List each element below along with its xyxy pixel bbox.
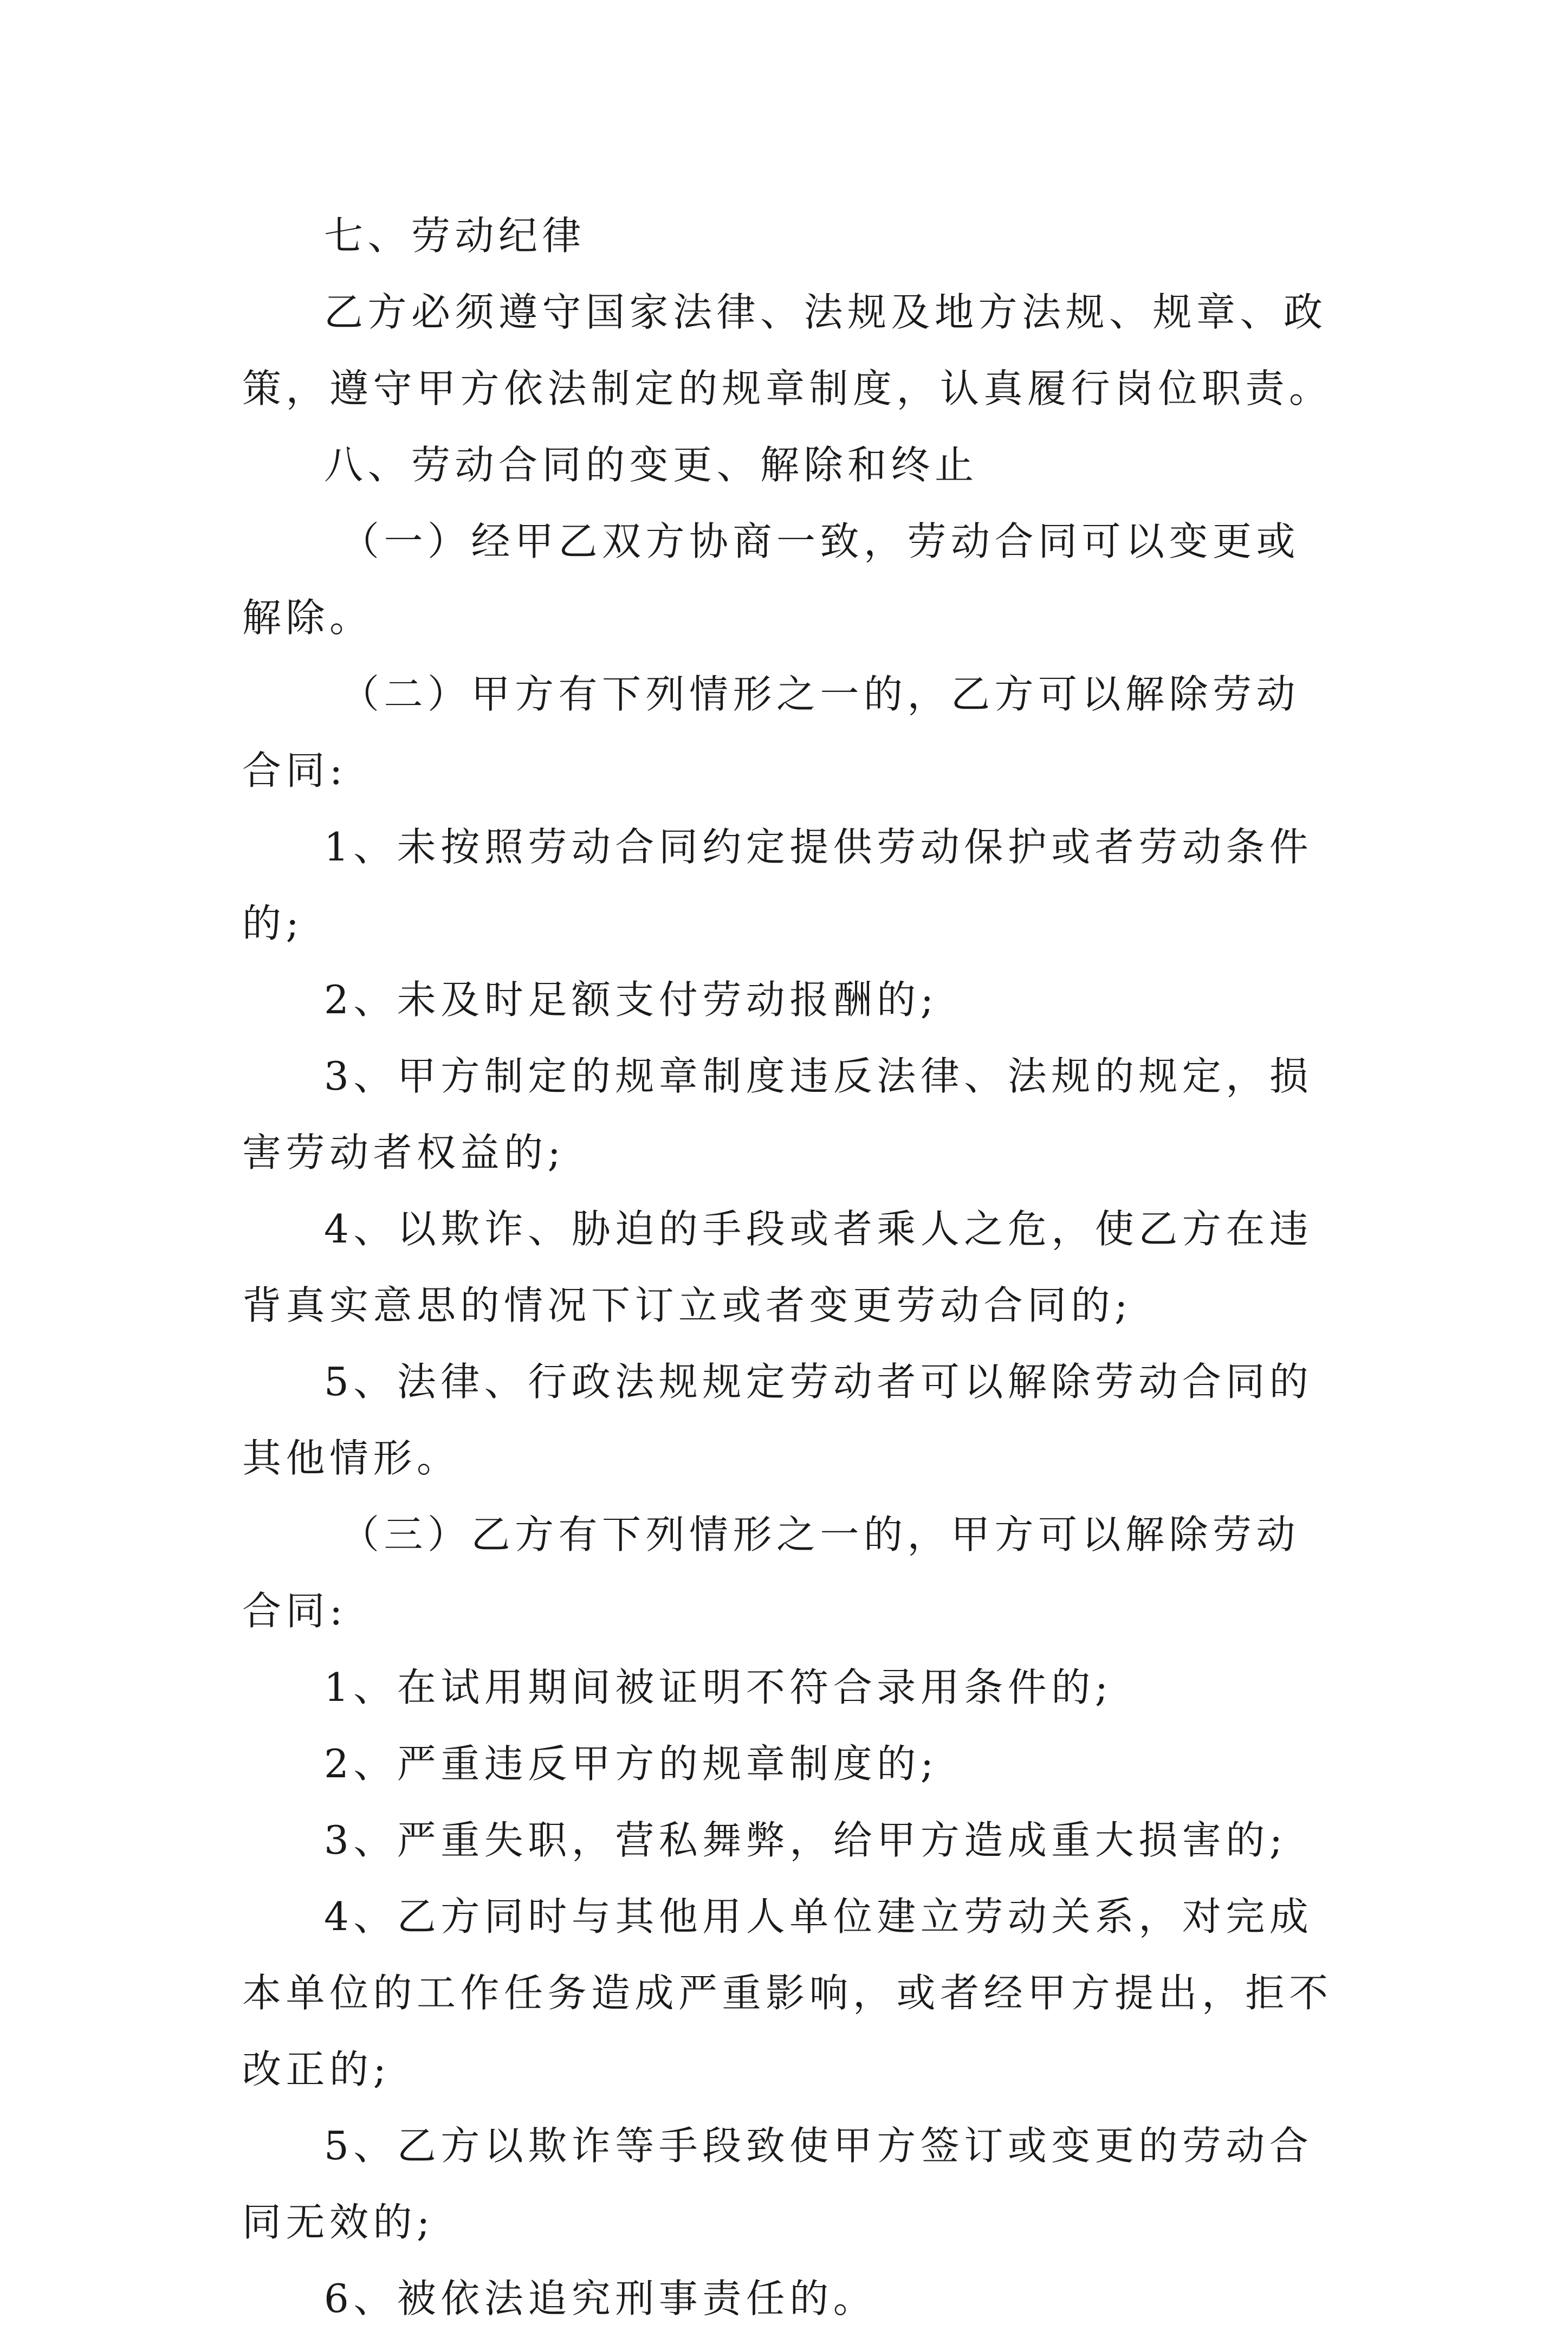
clause-1-mutual-agreement: （一）经甲乙双方协商一致，劳动合同可以变更或解除。 [242, 519, 1300, 640]
list-item: 5、乙方以欺诈等手段致使甲方签订或变更的劳动合同无效的; [242, 2123, 1313, 2245]
list-item: 4、以欺诈、胁迫的手段或者乘人之危，使乙方在违背真实意思的情况下订立或者变更劳动合同的; [242, 1206, 1313, 1328]
list-item: 1、在试用期间被证明不符合录用条件的; [324, 1665, 1113, 1710]
paragraph-discipline-text: 乙方必须遵守国家法律、法规及地方法规、规章、政策，遵守甲方依法制定的规章制度，认真履行岗位职责。 [242, 289, 1333, 411]
list-item: 3、严重失职，营私舞弊，给甲方造成重大损害的; [324, 1817, 1287, 1863]
list-item: 4、乙方同时与其他用人单位建立劳动关系，对完成本单位的工作任务造成严重影响，或者经甲方提出，拒不改正的; [242, 1894, 1333, 2092]
section-heading-labor-discipline: 七、劳动纪律 [324, 213, 586, 258]
section-heading-contract-change: 八、劳动合同的变更、解除和终止 [324, 442, 979, 488]
document-body [242, 198, 1339, 2337]
list-item: 2、未及时足额支付劳动报酬的; [324, 977, 938, 1022]
list-item: 1、未按照劳动合同约定提供劳动保护或者劳动条件的; [242, 824, 1313, 946]
clause-2-party-a-conditions: （二）甲方有下列情形之一的，乙方可以解除劳动合同: [242, 671, 1300, 793]
list-item: 5、法律、行政法规规定劳动者可以解除劳动合同的其他情形。 [242, 1359, 1313, 1481]
clause-3-party-b-conditions: （三）乙方有下列情形之一的，甲方可以解除劳动合同: [242, 1512, 1300, 1634]
list-item: 3、甲方制定的规章制度违反法律、法规的规定，损害劳动者权益的; [242, 1053, 1313, 1175]
list-item: 2、严重违反甲方的规章制度的; [324, 1741, 938, 1786]
list-item: 6、被依法追究刑事责任的。 [324, 2276, 877, 2321]
